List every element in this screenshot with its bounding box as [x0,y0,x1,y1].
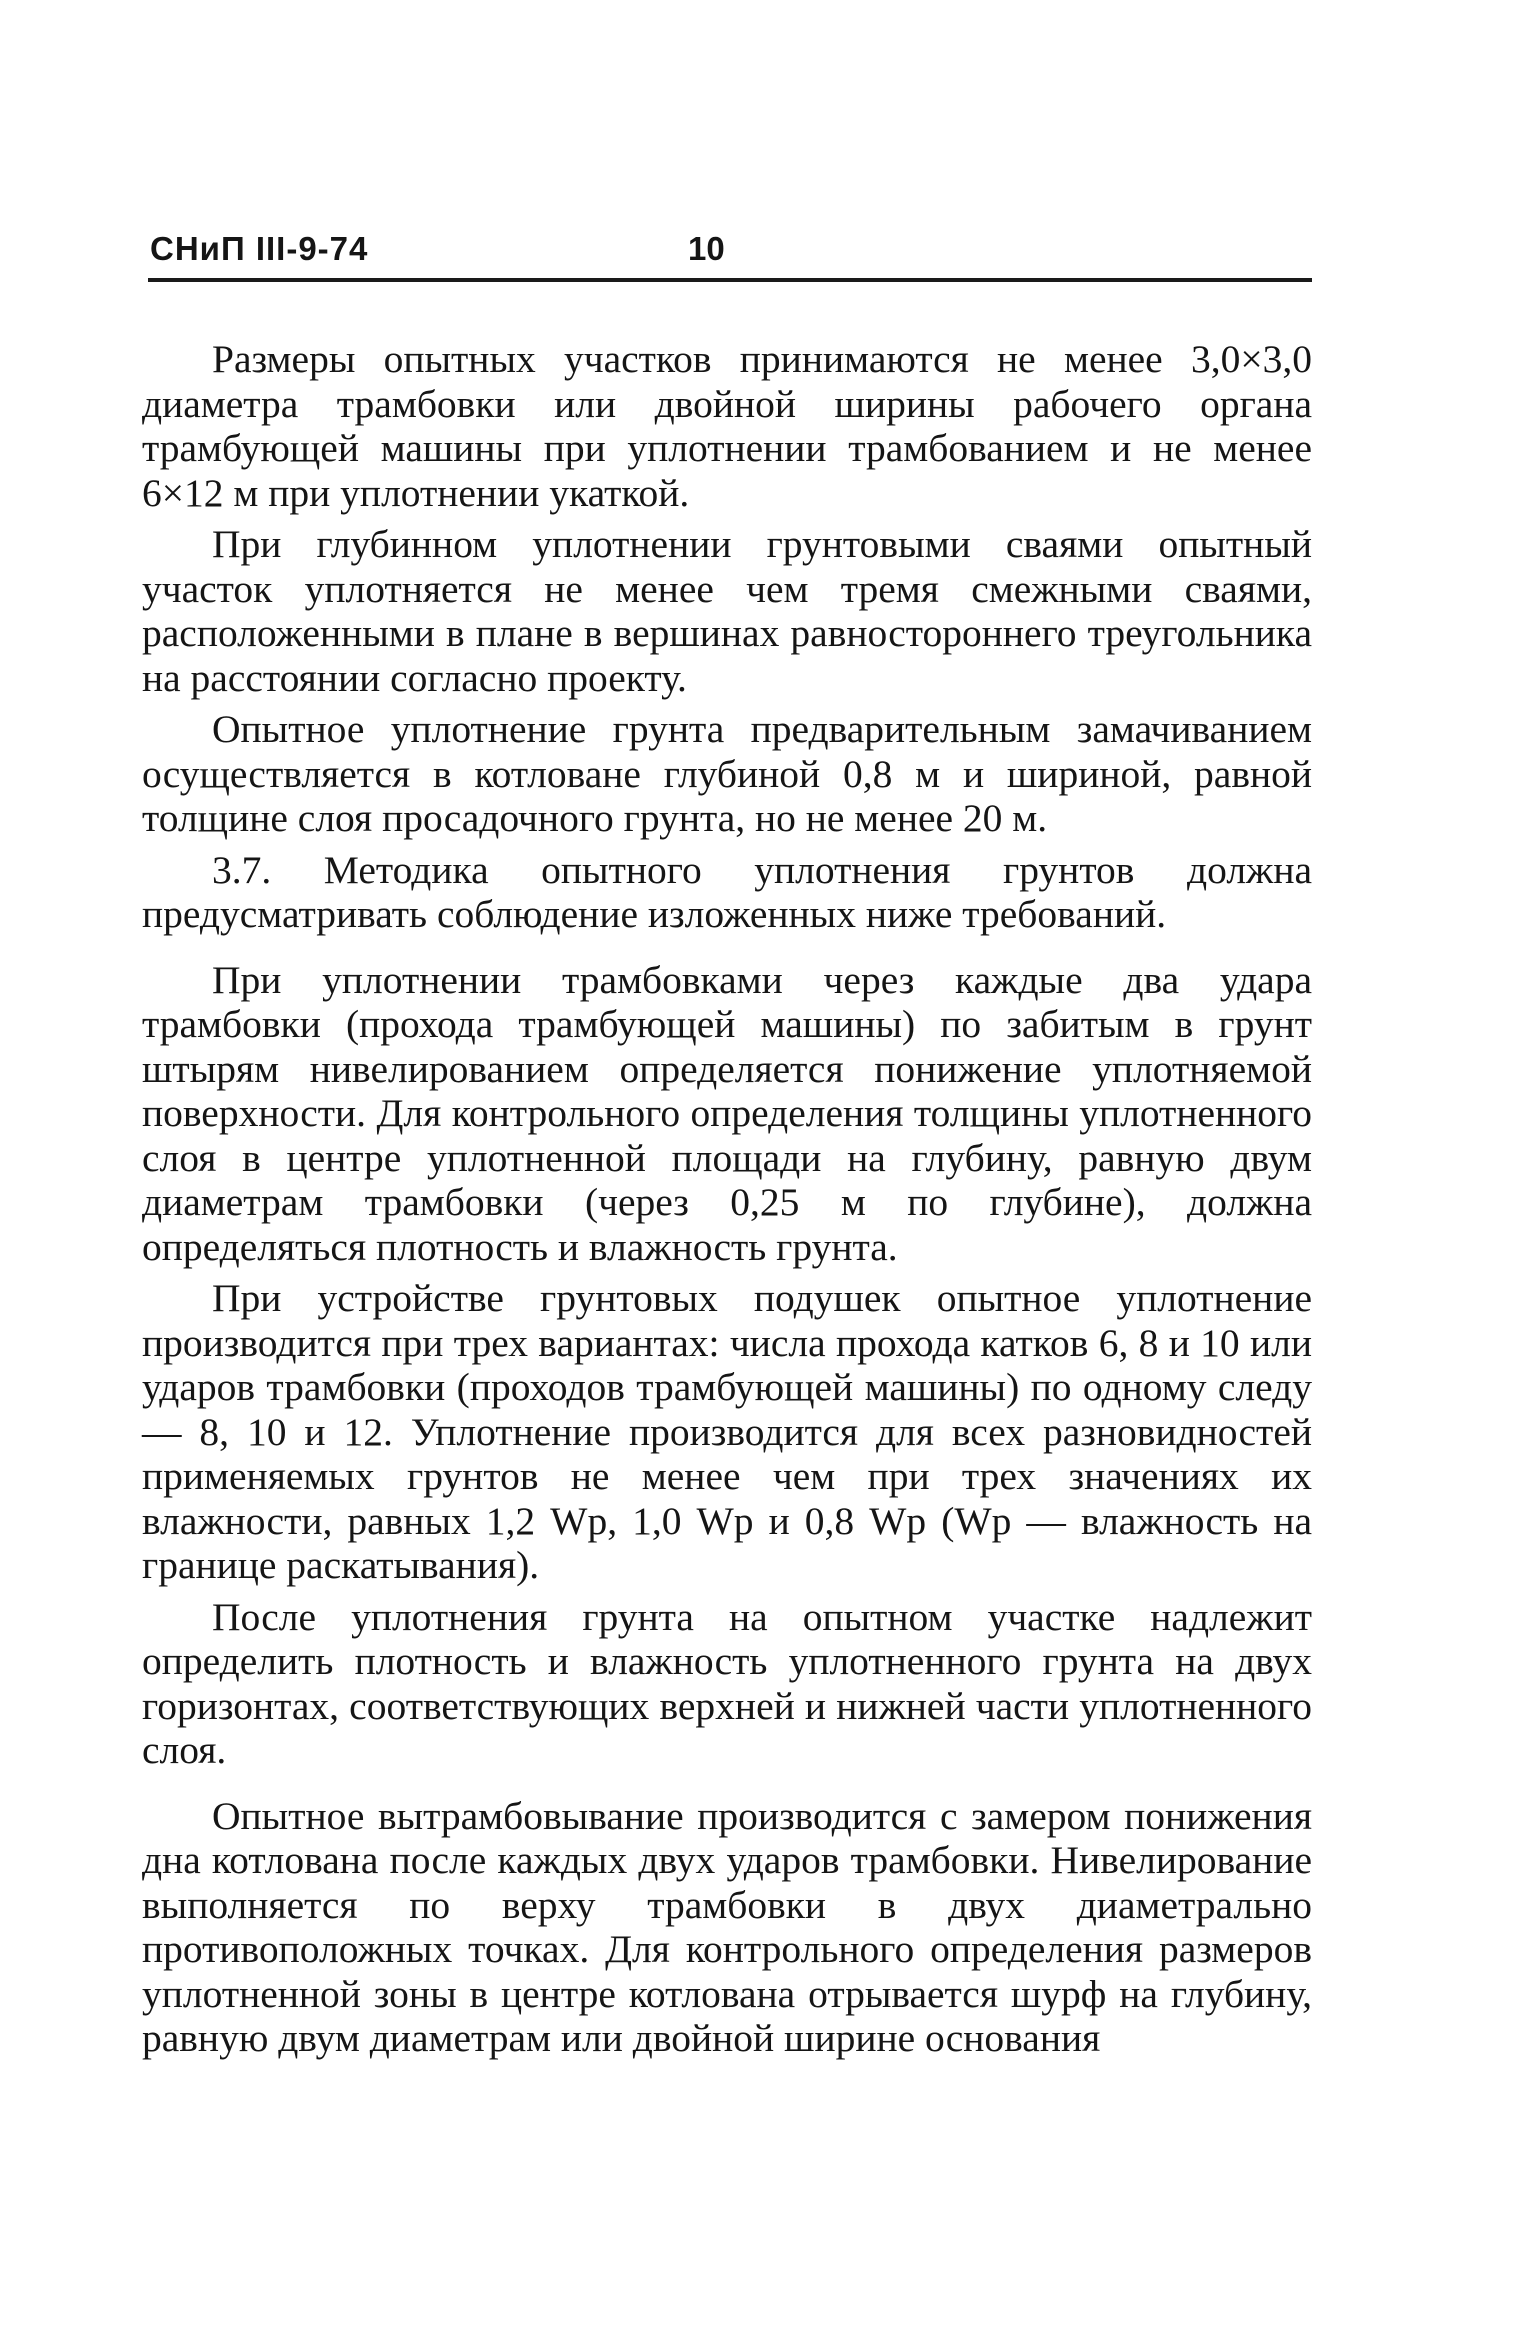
paragraph: Опытное вытрамбовывание производится с замером понижения дна котлована после каждых двух ударов трамбовки. Нивелирование выполняется по верху трамбовки в двух диаметрально противоположных точках. Для контрольного определения размеров уплотненной зоны в центре котлована отрывается шурф на глубину, равную двум диаметрам или двойной ширине основания [142,1793,1312,2060]
paragraph: При уплотнении трамбовками через каждые два удара трамбовки (прохода трамбующей машины) по забитым в грунт штырям нивелированием определяется понижение уплотняемой поверхности. Для контрольного определения толщины уплотненного слоя в центре уплотненной площади на глубину, равную двум диаметрам трамбовки (через 0,25 м по глубине), должна определяться плотность и влажность грунта. [142,957,1312,1269]
page-number: 10 [688,230,725,267]
paragraph: Опытное уплотнение грунта предварительным замачиванием осуществляется в котловане глубиной 0,8 м и шириной, равной толщине слоя просадочного грунта, но не менее 20 м. [142,707,1312,840]
page-header [150,230,1310,270]
document-code: СНиП III-9-74 [150,230,369,267]
header-rule [148,278,1312,282]
body-text [142,337,1312,2061]
paragraph: После уплотнения грунта на опытном участке надлежит определить плотность и влажность уплотненного грунта на двух горизонтах, соответствующих верхней и нижней части уплотненного слоя. [142,1594,1312,1772]
paragraph: Размеры опытных участков принимаются не менее 3,0×3,0 диаметра трамбовки или двойной ширины рабочего органа трамбующей машины при уплотнении трамбованием и не менее 6×12 м при уплотнении укаткой. [142,337,1312,515]
paragraph: При глубинном уплотнении грунтовыми сваями опытный участок уплотняется не менее чем тремя смежными сваями, расположенными в плане в вершинах равностороннего треугольника на расстоянии согласно проекту. [142,522,1312,700]
paragraph: 3.7. Методика опытного уплотнения грунтов должна предусматривать соблюдение изложенных ниже требований. [142,847,1312,936]
paragraph: При устройстве грунтовых подушек опытное уплотнение производится при трех вариантах: числа прохода катков 6, 8 и 10 или ударов трамбовки (проходов трамбующей машины) по одному следу — 8, 10 и 12. Уплотнение производится для всех разновидностей применяемых грунтов не менее чем при трех значениях их влажности, равных 1,2 Wр, 1,0 Wр и 0,8 Wр (Wр — влажность на границе раскатывания). [142,1276,1312,1587]
